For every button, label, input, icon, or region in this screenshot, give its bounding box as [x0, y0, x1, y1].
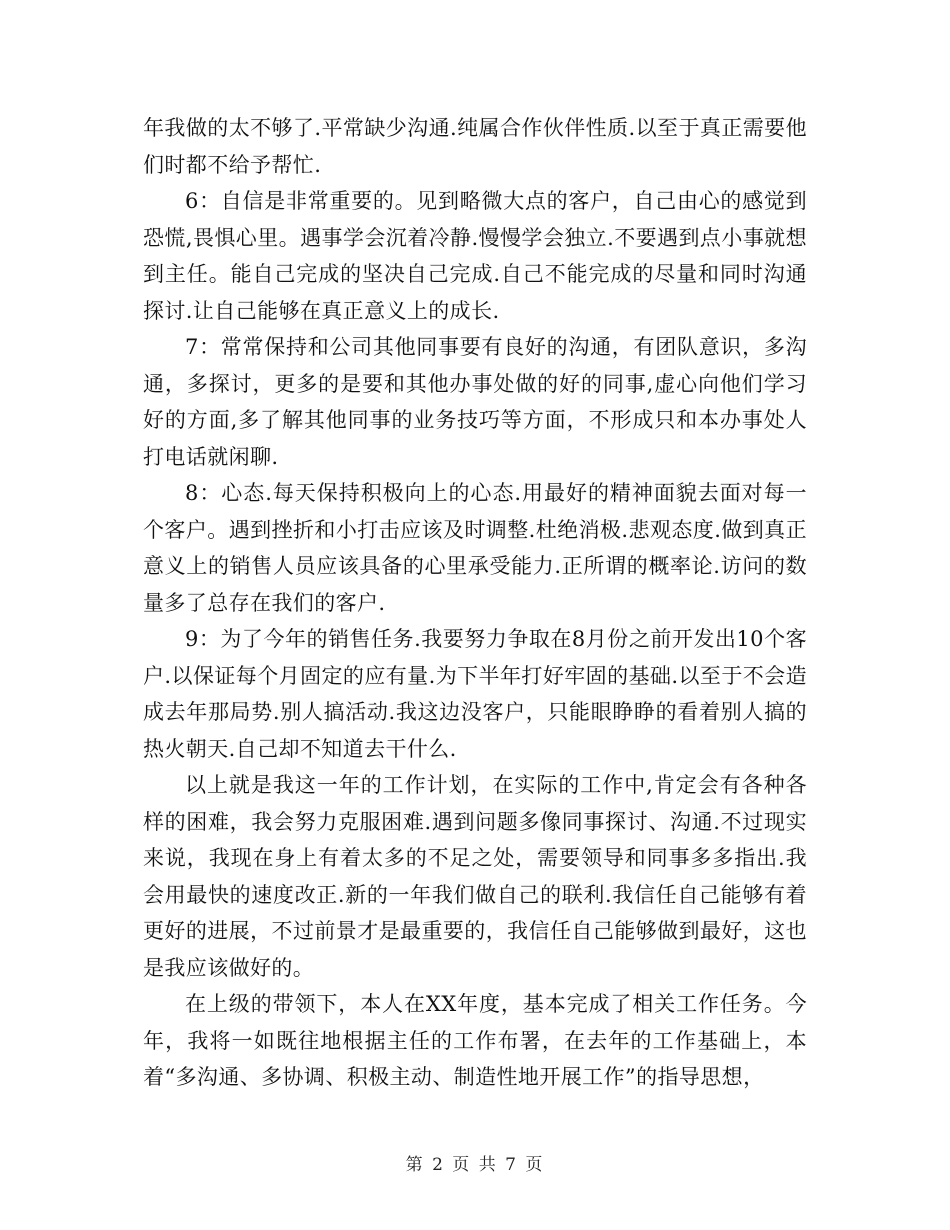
paragraph-item-7: 7：常常保持和公司其他同事要有良好的沟通，有团队意识，多沟通，多探讨，更多的是要和其他办事处做的好的同事,虚心向他们学习好的方面,多了解其他同事的业务技巧等方面，不形成只和本办事处人打电话就闲聊. — [143, 335, 807, 469]
document-body — [143, 110, 807, 1096]
page-number-footer: 第 2 页 共 7 页 — [405, 1155, 545, 1175]
paragraph-item-9: 9：为了今年的销售任务.我要努力争取在8月份之前开发出10个客户.以保证每个月固定的应有量.为下半年打好牢固的基础.以至于不会造成去年那局势.别人搞活动.我这边没客户，只能眼睁睁的看着别人搞的热火朝天.自己却不知道去干什么. — [143, 627, 807, 761]
paragraph-new-section: 在上级的带领下，本人在XX年度，基本完成了相关工作任务。今年，我将一如既往地根据主任的工作布署，在去年的工作基础上，本着“多沟通、多协调、积极主动、制造性地开展工作”的指导思想， — [143, 992, 807, 1089]
paragraph-summary: 以上就是我这一年的工作计划，在实际的工作中,肯定会有各种各样的困难，我会努力克服困难.遇到问题多像同事探讨、沟通.不过现实来说，我现在身上有着太多的不足之处，需要领导和同事多多指出.我会用最快的速度改正.新的一年我们做自己的联利.我信任自己能够有着更好的进展，不过前景才是最重要的，我信任自己能够做到最好，这也是我应该做好的。 — [143, 773, 807, 980]
paragraph-continuation: 年我做的太不够了.平常缺少沟通.纯属合作伙伴性质.以至于真正需要他们时都不给予帮忙. — [143, 116, 807, 177]
paragraph-item-6: 6：自信是非常重要的。见到略微大点的客户，自己由心的感觉到恐慌,畏惧心里。遇事学会沉着冷静.慢慢学会独立.不要遇到点小事就想到主任。能自己完成的坚决自己完成.自己不能完成的尽量和同时沟通探讨.让自己能够在真正意义上的成长. — [143, 189, 807, 323]
paragraph-item-8: 8：心态.每天保持积极向上的心态.用最好的精神面貌去面对每一个客户。遇到挫折和小打击应该及时调整.杜绝消极.悲观态度.做到真正意义上的销售人员应该具备的心里承受能力.正所谓的概率论.访问的数量多了总存在我们的客户. — [143, 481, 807, 615]
